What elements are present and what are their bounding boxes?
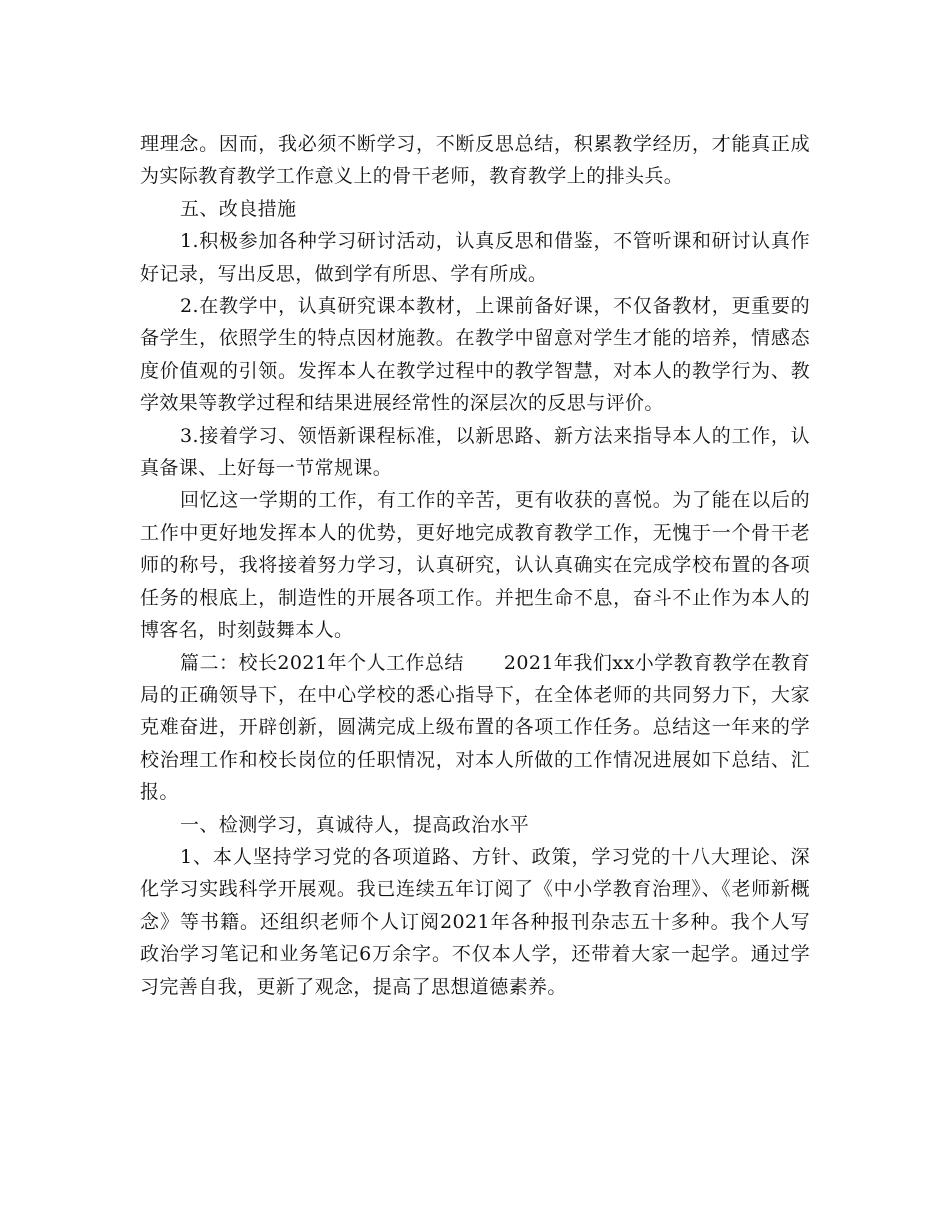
article-two-title: 篇二：校长2021年个人工作总结: [180, 651, 464, 674]
article-two-body: 2021年我们xx小学教育教学在教育局的正确领导下，在中心学校的悉心指导下，在全体老师的共同努力下，大家克难奋进，开辟创新，圆满完成上级布置的各项工作任务。总结这一年来的学校治理工作和校长岗位的任职情况，对本人所做的工作情况进展如下总结、汇报。: [140, 651, 810, 804]
closing-paragraph: 回忆这一学期的工作，有工作的辛苦，更有收获的喜悦。为了能在以后的工作中更好地发挥本人的优势，更好地完成教育教学工作，无愧于一个骨干老师的称号，我将接着努力学习，认真研究，认认真确实在完成学校布置的各项任务的根底上，制造性的开展各项工作。并把生命不息，奋斗不止作为本人的博客名，时刻鼓舞本人。: [140, 489, 810, 642]
document-page: [140, 128, 810, 1003]
section-heading-improvement-measures: 五、改良措施: [180, 197, 297, 220]
measure-item-1: 1.积极参加各种学习研讨活动，认真反思和借鉴，不管听课和研讨认真作好记录，写出反思，做到学有所思、学有所成。: [140, 230, 810, 285]
section-heading-study: 一、检测学习，真诚待人，提高政治水平: [180, 813, 530, 836]
study-item-1: 1、本人坚持学习党的各项道路、方针、政策，学习党的十八大理论、深化学习实践科学开展观。我已连续五年订阅了《中小学教育治理》、《老师新概念》等书籍。还组织老师个人订阅2021年各种报刊杂志五十多种。我个人写政治学习笔记和业务笔记6万余字。不仅本人学，还带着大家一起学。通过学习完善自我，更新了观念，提高了思想道德素养。: [140, 845, 810, 998]
paragraph-continuation: 理理念。因而，我必须不断学习，不断反思总结，积累教学经历，才能真正成为实际教育教学工作意义上的骨干老师，教育教学上的排头兵。: [140, 133, 810, 188]
measure-item-3: 3.接着学习、领悟新课程标准，以新思路、新方法来指导本人的工作，认真备课、上好每一节常规课。: [140, 424, 810, 480]
measure-item-2: 2.在教学中，认真研究课本教材，上课前备好课，不仅备教材，更重要的备学生，依照学生的特点因材施教。在教学中留意对学生才能的培养，情感态度价值观的引领。发挥本人在教学过程中的教学智慧，对本人的教学行为、教学效果等教学过程和结果进展经常性的深层次的反思与评价。: [140, 295, 810, 415]
article-two-intro: [140, 647, 810, 809]
